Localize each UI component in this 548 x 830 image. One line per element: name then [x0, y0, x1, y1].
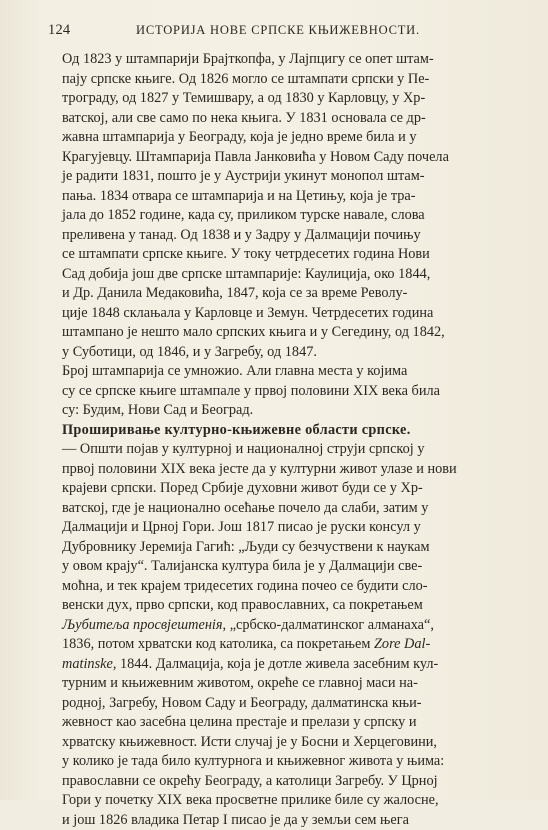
almanac-title: Љубитеља просвјештенія [62, 617, 223, 633]
paragraph-cultural-expansion [40, 421, 480, 830]
page-number: 124 [48, 22, 70, 39]
text-line: у колико је тада било културнога и књижевног живота у њима: [40, 752, 480, 772]
text-line: јала до 1852 године, када су, приликом турске навале, слова [40, 206, 480, 226]
text-line: у Суботици, од 1846, и у Загребу, од 1847. [40, 343, 480, 363]
paragraph-print-centers [40, 362, 480, 421]
running-title: ИСТОРИЈА НОВЕ СРПСКЕ КЊИЖЕВНОСТИ. [136, 23, 420, 38]
text-line: крајеви српски. Поред Србије духовни живот буди се у Хр- [40, 479, 480, 499]
text-fragment: 1836, потом хрватски код католика, са покретањем [62, 636, 374, 652]
text-line: Сад добија још две српске штампарије: Каулиција, око 1844, [40, 265, 480, 285]
text-line: и Др. Данила Медаковића, 1847, која се за време Револу- [40, 284, 480, 304]
text-line: Далмацији и Црној Гори. Још 1817 писао је руски консул у [40, 518, 480, 538]
text-line: пања. 1834 отвара се штампарија и на Цетињу, која је тра- [40, 187, 480, 207]
text-line: је радити 1831, пошто је у Аустрији укинут монопол штам- [40, 167, 480, 187]
text-line: православни се окрећу Београду, а католици Загребу. У Црној [40, 772, 480, 792]
text-line: — Општи појав у културној и националној струји српској у [40, 440, 480, 460]
page-header [48, 22, 488, 42]
text-line: у овом крају“. Талијанска култура била је у Далмацији све- [40, 557, 480, 577]
text-line: Дубровнику Јеремија Гагић: „Људи су безчуствени к наукам [40, 538, 480, 558]
text-line [40, 635, 480, 655]
body-text [40, 50, 480, 830]
text-line: Крагујевцу. Штампарија Павла Јанковића у Новом Саду почела [40, 148, 480, 168]
text-line: Гори у почетку XIX века просветне прилике биле су жалосне, [40, 791, 480, 811]
text-line: венски дух, прво српски, код православних, са покретањем [40, 596, 480, 616]
text-line: преливена у танад. Од 1838 и у Задру у Далмацији почињу [40, 226, 480, 246]
text-line: жевност као засебна целина престаје и прелази у српску и [40, 713, 480, 733]
text-line: Од 1823 у штампарији Брајткопфа, у Лајпцигу се опет штам- [40, 50, 480, 70]
text-line: ватској, али све само по нека књига. У 1831 основала се др- [40, 109, 480, 129]
text-line: се штампати српске књиге. У току четрдесетих година Нови [40, 245, 480, 265]
text-line: првој половини XIX века јесте да у културни живот улазе и нови [40, 460, 480, 480]
text-line: штампано је нешто мало српских књига и у Сегедину, од 1842, [40, 323, 480, 343]
text-line: трограду, од 1827 у Темишвару, а од 1830 у Карловцу, у Хр- [40, 89, 480, 109]
text-line: родној, Загребу, Новом Саду и Београду, далматинска књи- [40, 694, 480, 714]
journal-title-cont: matinske [62, 656, 113, 672]
text-line [40, 616, 480, 636]
text-line: пају српске књиге. Од 1826 могло се штампати српски у Пе- [40, 70, 480, 90]
text-line: турним и књижевним животом, окреће се главној маси на- [40, 674, 480, 694]
text-line: жавна штампарија у Београду, која је једно време била и у [40, 128, 480, 148]
text-line: су: Будим, Нови Сад и Београд. [40, 401, 480, 421]
text-line: и још 1826 владика Петар I писао је да у земљи сем њега [40, 811, 480, 830]
text-line: Број штампарија се умножио. Али главна места у којима [40, 362, 480, 382]
text-line: моћна, и тек крајем тридесетих година почео се будити сло- [40, 577, 480, 597]
text-line: су се српске књиге штампале у првој половини XIX века била [40, 382, 480, 402]
text-line: хрватску књижевност. Исти случај је у Босни и Херцеговини, [40, 733, 480, 753]
text-line: ције 1848 склањала у Карловце и Земун. Четрдесетих година [40, 304, 480, 324]
section-heading: Проширивање културно-књижевне области српске. [40, 421, 480, 441]
text-fragment: , „србско-далматинског алманаха“, [223, 617, 434, 633]
journal-title: Zore Dal- [374, 636, 430, 652]
text-line: ватској, где је национално осећање почело да слаби, затим у [40, 499, 480, 519]
text-fragment: , 1844. Далмација, која је дотле живела засебним кул- [113, 656, 438, 672]
paragraph-printing-houses [40, 50, 480, 362]
text-line [40, 655, 480, 675]
